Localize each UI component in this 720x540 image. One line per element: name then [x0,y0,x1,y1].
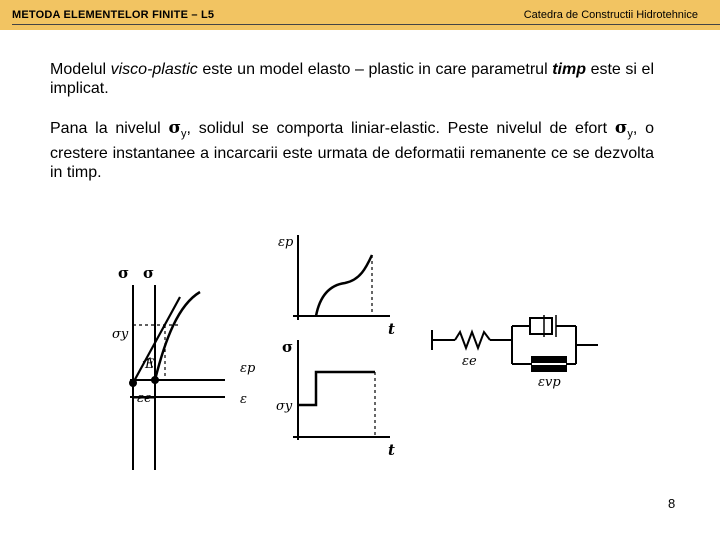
p2-sigma-1: σ [168,118,182,138]
label-sigma-y-left: σy [112,327,129,342]
p2-text-b: , solidul se comporta liniar-elastic. Peste nivelul de efort [186,120,615,137]
p2-text-c: , o crestere instantanee a incarcarii este urmata de deformatii remanente ce se dezvolta in timp. [50,120,655,182]
label-eps-e-model: εe [462,354,477,369]
label-eps-left: ε [240,392,247,407]
label-eps-e-left: εe [137,391,152,406]
friction-slider-bottom [532,366,566,371]
creep-curve [316,255,372,316]
p2-sub-y-1: y [181,128,187,141]
label-E: E [145,357,155,372]
page-number: 8 [668,496,676,511]
header-department: Catedra de Constructii Hidrotehnice [523,9,698,21]
label-sigma-y-bottom: σy [276,399,293,414]
label-eps-p-top: εp [278,235,294,250]
strain-time-diagram [293,235,390,320]
stress-step [298,372,375,405]
label-eps-p-left: εp [240,361,256,376]
elastic-plastic-curve [155,292,200,380]
eps-dot [152,377,158,383]
stress-strain-diagram [130,285,225,470]
p2-text-a: Pana la nivelul [50,120,169,137]
label-t-bottom: t [388,441,395,459]
label-sigma-bottom: σ [282,338,294,356]
p2-sigma-2: σ [614,118,628,138]
p1-text-c: este si el implicat. [50,61,654,97]
label-eps-vp-model: εvp [538,375,561,390]
label-sigma-1: σ [118,264,130,282]
p1-text-a: Modelul [50,61,111,78]
rheological-model [432,315,598,371]
spring-element [455,332,490,348]
p2-sub-y-2: y [627,128,633,141]
origin-dot [130,380,136,386]
p1-text-b: este un model elasto – plastic in care parametrul [197,61,553,78]
label-t-top: t [388,320,395,338]
stress-time-diagram [293,340,390,440]
p1-term-timp: timp [552,61,586,78]
friction-slider-top [532,357,566,362]
label-sigma-2: σ [143,264,155,282]
dashpot-piston [530,318,552,334]
p1-term-visco-plastic: visco-plastic [110,61,198,78]
header-course-title: METODA ELEMENTELOR FINITE – L5 [12,9,215,21]
